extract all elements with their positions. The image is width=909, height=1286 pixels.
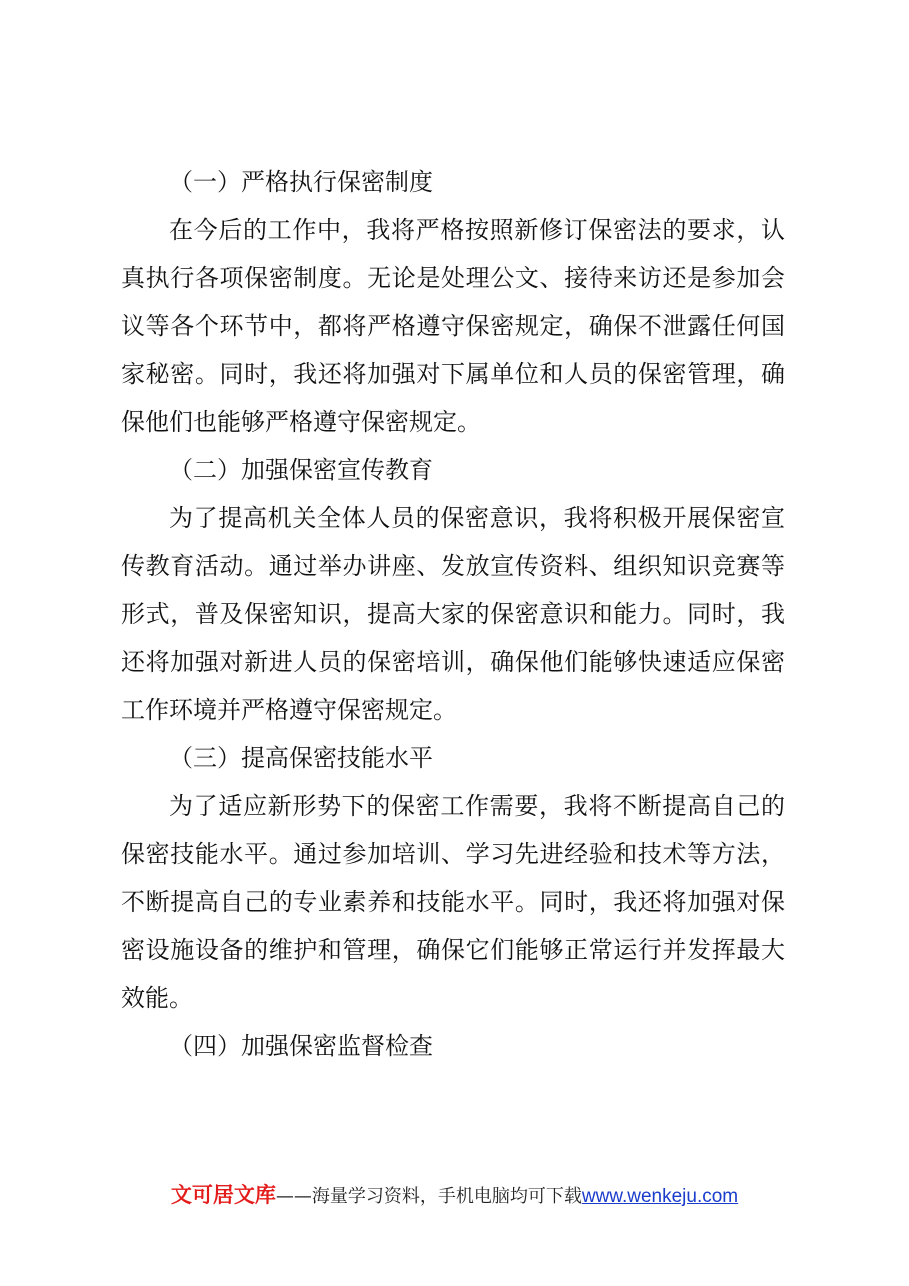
footer-banner <box>0 1180 909 1212</box>
section-1-paragraph: 在今后的工作中，我将严格按照新修订保密法的要求，认真执行各项保密制度。无论是处理公文、接待来访还是参加会议等各个环节中，都将严格遵守保密规定，确保不泄露任何国家秘密。同时，我还将加强对下属单位和人员的保密管理，确保他们也能够严格遵守保密规定。 <box>121 216 785 436</box>
footer-slogan: ——海量学习资料，手机电脑均可下载 <box>275 1186 582 1207</box>
section-3-heading: （三）提高保密技能水平 <box>169 744 433 772</box>
document-body <box>121 158 785 1070</box>
section-2-paragraph: 为了提高机关全体人员的保密意识，我将积极开展保密宣传教育活动。通过举办讲座、发放宣传资料、组织知识竞赛等形式，普及保密知识，提高大家的保密意识和能力。同时，我还将加强对新进人员的保密培训，确保他们能够快速适应保密工作环境并严格遵守保密规定。 <box>121 504 785 724</box>
footer-site-link[interactable]: www.wenkeju.com <box>581 1186 739 1207</box>
footer-brand: 文可居文库 <box>170 1183 276 1207</box>
section-3-paragraph: 为了适应新形势下的保密工作需要，我将不断提高自己的保密技能水平。通过参加培训、学习先进经验和技术等方法，不断提高自己的专业素养和技能水平。同时，我还将加强对保密设施设备的维护和管理，确保它们能够正常运行并发挥最大效能。 <box>121 792 785 1012</box>
section-2-heading: （二）加强保密宣传教育 <box>169 456 433 484</box>
section-4-heading: （四）加强保密监督检查 <box>169 1032 433 1060</box>
section-1-heading: （一）严格执行保密制度 <box>169 168 433 196</box>
